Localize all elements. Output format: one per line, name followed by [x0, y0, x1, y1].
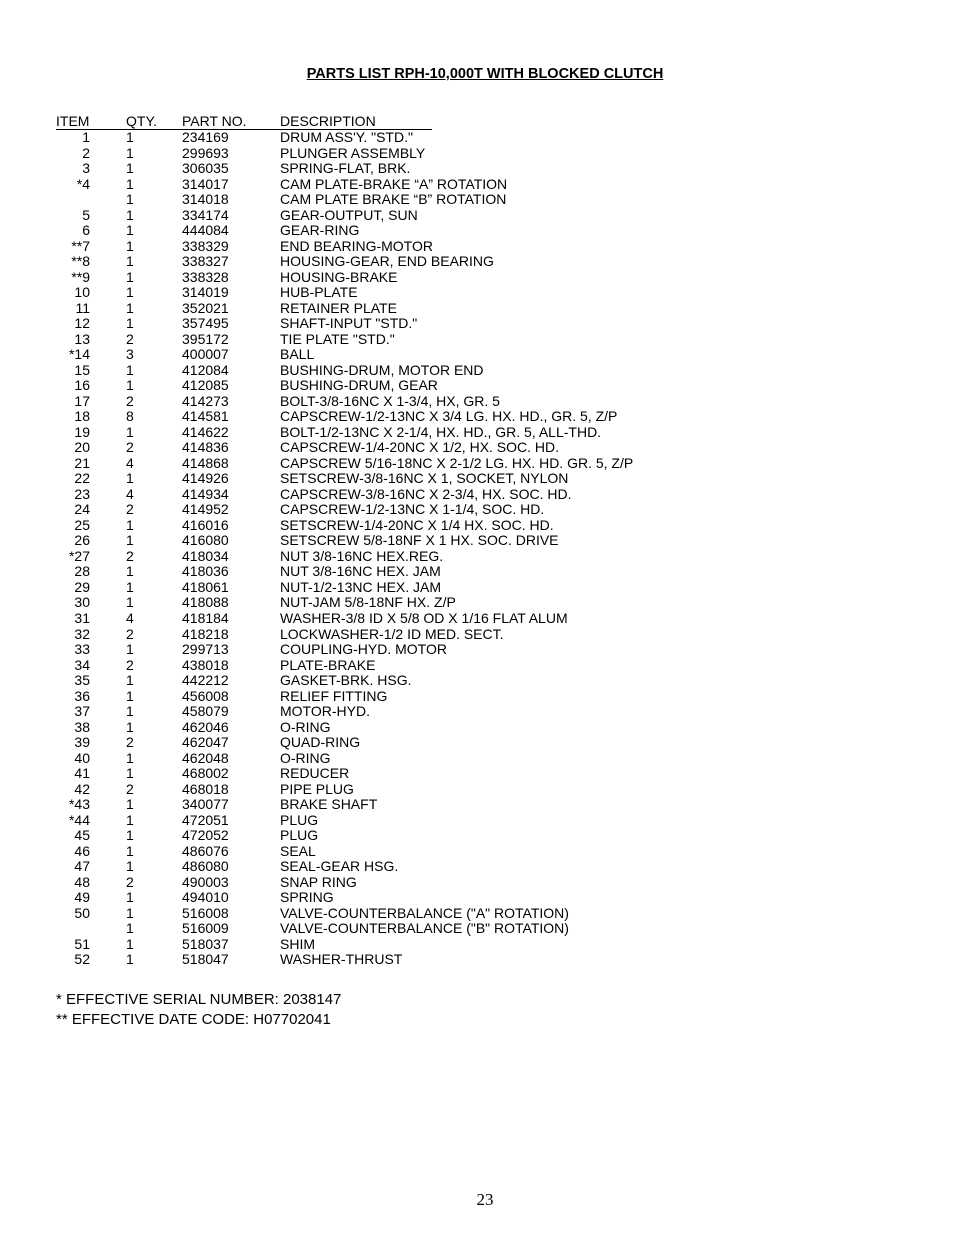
table-row [56, 409, 756, 425]
qty-cell: 1 [126, 160, 134, 177]
item-cell: *44 [68, 811, 90, 828]
table-row [56, 921, 756, 937]
table-row [56, 332, 756, 348]
table-row [56, 890, 756, 906]
part-no-cell: 414934 [182, 485, 229, 502]
item-cell: *43 [68, 796, 90, 813]
qty-cell: 1 [126, 920, 134, 937]
part-no-cell: 418036 [182, 563, 229, 580]
description-cell: PLUNGER ASSEMBLY [280, 144, 426, 161]
description-cell: GEAR-OUTPUT, SUN [280, 206, 418, 223]
table-row [56, 906, 756, 922]
header-qty: QTY. [126, 114, 182, 130]
part-no-cell: 314018 [182, 191, 229, 208]
qty-cell: 2 [126, 501, 134, 518]
part-no-cell: 418061 [182, 578, 229, 595]
table-row [56, 177, 756, 193]
qty-cell: 1 [126, 470, 134, 487]
item-cell: 49 [74, 889, 90, 906]
table-row [56, 301, 756, 317]
table-row [56, 658, 756, 674]
part-no-cell: 412085 [182, 377, 229, 394]
qty-cell: 1 [126, 175, 134, 192]
item-cell: 47 [74, 858, 90, 875]
qty-cell: 1 [126, 222, 134, 239]
item-cell: 10 [74, 284, 90, 301]
qty-cell: 1 [126, 237, 134, 254]
description-cell: NUT 3/8-16NC HEX.REG. [280, 547, 444, 564]
item-cell: 50 [74, 904, 90, 921]
part-no-cell: 340077 [182, 796, 229, 813]
qty-cell: 2 [126, 625, 134, 642]
parts-table [56, 130, 756, 968]
description-cell: BALL [280, 346, 315, 363]
part-no-cell: 414926 [182, 470, 229, 487]
table-row [56, 720, 756, 736]
item-cell: *4 [76, 175, 90, 192]
description-cell: CAM PLATE-BRAKE “A” ROTATION [280, 175, 508, 192]
part-no-cell: 494010 [182, 889, 229, 906]
description-cell: WASHER-3/8 ID X 5/8 OD X 1/16 FLAT ALUM [280, 609, 568, 626]
description-cell: PLATE-BRAKE [280, 656, 376, 673]
description-cell: TIE PLATE "STD." [280, 330, 395, 347]
qty-cell: 1 [126, 889, 134, 906]
part-no-cell: 234169 [182, 129, 229, 145]
description-cell: O-RING [280, 718, 331, 735]
qty-cell: 1 [126, 377, 134, 394]
description-cell: CAPSCREW-1/2-13NC X 1-1/4, SOC. HD. [280, 501, 545, 518]
qty-cell: 2 [126, 439, 134, 456]
table-row [56, 471, 756, 487]
table-row [56, 208, 756, 224]
description-cell: END BEARING-MOTOR [280, 237, 433, 254]
description-cell: BOLT-1/2-13NC X 2-1/4, HX. HD., GR. 5, ALL-THD. [280, 423, 602, 440]
part-no-cell: 412084 [182, 361, 229, 378]
item-cell: 30 [74, 594, 90, 611]
item-cell: 5 [82, 206, 90, 223]
qty-cell: 1 [126, 672, 134, 689]
description-cell: BUSHING-DRUM, MOTOR END [280, 361, 484, 378]
header-description: DESCRIPTION [280, 114, 432, 130]
qty-cell: 1 [126, 191, 134, 208]
description-cell: HOUSING-GEAR, END BEARING [280, 253, 494, 270]
table-row [56, 751, 756, 767]
footnote-date-code: ** EFFECTIVE DATE CODE: H07702041 [56, 1010, 331, 1028]
description-cell: PIPE PLUG [280, 780, 354, 797]
table-row [56, 704, 756, 720]
description-cell: SETSCREW-3/8-16NC X 1, SOCKET, NYLON [280, 470, 569, 487]
qty-cell: 1 [126, 858, 134, 875]
item-cell: 12 [74, 315, 90, 332]
item-cell: 36 [74, 687, 90, 704]
table-row [56, 844, 756, 860]
qty-cell: 1 [126, 315, 134, 332]
table-row [56, 394, 756, 410]
qty-cell: 1 [126, 144, 134, 161]
description-cell: CAPSCREW-1/2-13NC X 3/4 LG. HX. HD., GR. 5, Z/P [280, 408, 618, 425]
table-row [56, 270, 756, 286]
qty-cell: 1 [126, 253, 134, 270]
table-row [56, 937, 756, 953]
qty-cell: 1 [126, 268, 134, 285]
item-cell: 21 [74, 454, 90, 471]
qty-cell: 1 [126, 563, 134, 580]
description-cell: PLUG [280, 811, 319, 828]
part-no-cell: 486076 [182, 842, 229, 859]
item-cell: 37 [74, 703, 90, 720]
header-part-no: PART NO. [182, 114, 280, 130]
table-row [56, 363, 756, 379]
description-cell: GASKET-BRK. HSG. [280, 672, 412, 689]
qty-cell: 1 [126, 765, 134, 782]
description-cell: SPRING-FLAT, BRK. [280, 160, 411, 177]
description-cell: HOUSING-BRAKE [280, 268, 398, 285]
description-cell: REDUCER [280, 765, 350, 782]
table-row [56, 564, 756, 580]
part-no-cell: 462046 [182, 718, 229, 735]
part-no-cell: 462048 [182, 749, 229, 766]
part-no-cell: 518037 [182, 935, 229, 952]
item-cell: 34 [74, 656, 90, 673]
part-no-cell: 414952 [182, 501, 229, 518]
table-row [56, 627, 756, 643]
part-no-cell: 400007 [182, 346, 229, 363]
table-row [56, 316, 756, 332]
part-no-cell: 314019 [182, 284, 229, 301]
qty-cell: 1 [126, 718, 134, 735]
qty-cell: 1 [126, 361, 134, 378]
footnotes [56, 990, 341, 1029]
qty-cell: 1 [126, 827, 134, 844]
part-no-cell: 334174 [182, 206, 229, 223]
qty-cell: 2 [126, 547, 134, 564]
description-cell: PLUG [280, 827, 319, 844]
part-no-cell: 444084 [182, 222, 229, 239]
item-cell: 11 [75, 299, 90, 316]
footnote-serial: * EFFECTIVE SERIAL NUMBER: 2038147 [56, 991, 342, 1008]
part-no-cell: 418184 [182, 609, 229, 626]
qty-cell: 1 [126, 129, 134, 145]
qty-cell: 4 [126, 454, 134, 471]
qty-cell: 1 [126, 594, 134, 611]
qty-cell: 2 [126, 392, 134, 409]
qty-cell: 8 [126, 408, 134, 425]
qty-cell: 1 [126, 423, 134, 440]
part-no-cell: 299713 [182, 641, 229, 658]
table-row [56, 549, 756, 565]
part-no-cell: 468002 [182, 765, 229, 782]
part-no-cell: 490003 [182, 873, 229, 890]
table-row [56, 828, 756, 844]
item-cell: 38 [74, 718, 90, 735]
part-no-cell: 416080 [182, 532, 229, 549]
part-no-cell: 516009 [182, 920, 229, 937]
qty-cell: 1 [126, 206, 134, 223]
header-item: ITEM [56, 114, 126, 130]
item-cell: 19 [74, 423, 90, 440]
item-cell: 45 [74, 827, 90, 844]
part-no-cell: 306035 [182, 160, 229, 177]
item-cell: 29 [74, 578, 90, 595]
item-cell: *14 [68, 346, 90, 363]
qty-cell: 2 [126, 734, 134, 751]
description-cell: CAM PLATE BRAKE “B” ROTATION [280, 191, 507, 208]
table-row [56, 223, 756, 239]
description-cell: SPRING [280, 889, 334, 906]
item-cell: **8 [71, 253, 90, 270]
item-cell: 2 [82, 144, 90, 161]
item-cell: 23 [74, 485, 90, 502]
item-cell: 48 [74, 873, 90, 890]
table-row [56, 192, 756, 208]
table-row [56, 518, 756, 534]
item-cell: 40 [74, 749, 90, 766]
item-cell: 17 [74, 392, 90, 409]
part-no-cell: 414622 [182, 423, 229, 440]
item-cell: 51 [74, 935, 90, 952]
description-cell: HUB-PLATE [280, 284, 358, 301]
qty-cell: 1 [126, 935, 134, 952]
description-cell: NUT-JAM 5/8-18NF HX. Z/P [280, 594, 456, 611]
table-row [56, 254, 756, 270]
description-cell: SEAL [280, 842, 316, 859]
qty-cell: 1 [126, 284, 134, 301]
description-cell: BRAKE SHAFT [280, 796, 378, 813]
item-cell: 33 [74, 641, 90, 658]
part-no-cell: 468018 [182, 780, 229, 797]
qty-cell: 2 [126, 656, 134, 673]
table-row [56, 440, 756, 456]
part-no-cell: 438018 [182, 656, 229, 673]
table-row [56, 239, 756, 255]
qty-cell: 1 [126, 951, 134, 968]
description-cell: SHIM [280, 935, 315, 952]
part-no-cell: 418034 [182, 547, 229, 564]
description-cell: RELIEF FITTING [280, 687, 388, 704]
part-no-cell: 414836 [182, 439, 229, 456]
description-cell: SETSCREW 5/8-18NF X 1 HX. SOC. DRIVE [280, 532, 559, 549]
description-cell: NUT 3/8-16NC HEX. JAM [280, 563, 441, 580]
item-cell: 22 [74, 470, 90, 487]
table-row [56, 425, 756, 441]
description-cell: GEAR-RING [280, 222, 360, 239]
part-no-cell: 456008 [182, 687, 229, 704]
table-row [56, 146, 756, 162]
table-row [56, 782, 756, 798]
item-cell: 31 [74, 609, 90, 626]
table-row [56, 161, 756, 177]
table-row [56, 875, 756, 891]
part-no-cell: 416016 [182, 516, 229, 533]
item-cell: 1 [82, 129, 90, 145]
qty-cell: 1 [126, 687, 134, 704]
part-no-cell: 458079 [182, 703, 229, 720]
table-row [56, 611, 756, 627]
table-row [56, 378, 756, 394]
description-cell: CAPSCREW-3/8-16NC X 2-3/4, HX. SOC. HD. [280, 485, 572, 502]
qty-cell: 1 [126, 811, 134, 828]
item-cell: 16 [74, 377, 90, 394]
part-no-cell: 518047 [182, 951, 229, 968]
part-no-cell: 472052 [182, 827, 229, 844]
qty-cell: 2 [126, 873, 134, 890]
part-no-cell: 338328 [182, 268, 229, 285]
part-no-cell: 338329 [182, 237, 229, 254]
item-cell: 6 [82, 222, 90, 239]
description-cell: O-RING [280, 749, 331, 766]
item-cell: **7 [71, 237, 90, 254]
description-cell: VALVE-COUNTERBALANCE ("B" ROTATION) [280, 920, 569, 937]
table-row [56, 859, 756, 875]
description-cell: CAPSCREW-1/4-20NC X 1/2, HX. SOC. HD. [280, 439, 560, 456]
page-number: 23 [476, 1190, 494, 1209]
part-no-cell: 357495 [182, 315, 229, 332]
description-cell: DRUM ASS'Y. "STD." [280, 129, 413, 145]
item-cell: 24 [74, 501, 90, 518]
part-no-cell: 299693 [182, 144, 229, 161]
description-cell: WASHER-THRUST [280, 951, 403, 968]
description-cell: SHAFT-INPUT "STD." [280, 315, 418, 332]
qty-cell: 1 [126, 516, 134, 533]
item-cell: 41 [74, 765, 90, 782]
qty-cell: 4 [126, 485, 134, 502]
description-cell: RETAINER PLATE [280, 299, 397, 316]
item-cell: *27 [68, 547, 90, 564]
part-no-cell: 418088 [182, 594, 229, 611]
table-row [56, 595, 756, 611]
part-no-cell: 486080 [182, 858, 229, 875]
table-row [56, 952, 756, 968]
part-no-cell: 352021 [182, 299, 229, 316]
qty-cell: 1 [126, 749, 134, 766]
qty-cell: 1 [126, 299, 134, 316]
item-cell: 18 [74, 408, 90, 425]
table-row [56, 533, 756, 549]
qty-cell: 1 [126, 641, 134, 658]
qty-cell: 1 [126, 703, 134, 720]
part-no-cell: 338327 [182, 253, 229, 270]
table-row [56, 285, 756, 301]
part-no-cell: 414273 [182, 392, 229, 409]
description-cell: COUPLING-HYD. MOTOR [280, 641, 447, 658]
page-title: PARTS LIST RPH-10,000T WITH BLOCKED CLUTCH [306, 66, 664, 82]
table-row [56, 797, 756, 813]
table-row [56, 813, 756, 829]
description-cell: SEAL-GEAR HSG. [280, 858, 399, 875]
item-cell: 13 [74, 330, 90, 347]
description-cell: SETSCREW-1/4-20NC X 1/4 HX. SOC. HD. [280, 516, 554, 533]
part-no-cell: 414581 [182, 408, 229, 425]
item-cell: 35 [74, 672, 90, 689]
item-cell: 28 [74, 563, 90, 580]
qty-cell: 2 [126, 330, 134, 347]
table-row [56, 487, 756, 503]
item-cell: 15 [74, 361, 90, 378]
qty-cell: 1 [126, 796, 134, 813]
part-no-cell: 472051 [182, 811, 229, 828]
qty-cell: 2 [126, 780, 134, 797]
table-row [56, 347, 756, 363]
part-no-cell: 418218 [182, 625, 229, 642]
table-row [56, 502, 756, 518]
description-cell: SNAP RING [280, 873, 357, 890]
item-cell: 20 [74, 439, 90, 456]
part-no-cell: 442212 [182, 672, 229, 689]
table-row [56, 673, 756, 689]
table-row [56, 580, 756, 596]
item-cell: 3 [82, 160, 90, 177]
item-cell: **9 [71, 268, 90, 285]
item-cell: 46 [74, 842, 90, 859]
item-cell: 52 [74, 951, 90, 968]
table-row [56, 642, 756, 658]
item-cell: 26 [74, 532, 90, 549]
part-no-cell: 462047 [182, 734, 229, 751]
qty-cell: 3 [126, 346, 134, 363]
item-cell: 25 [74, 516, 90, 533]
description-cell: QUAD-RING [280, 734, 361, 751]
qty-cell: 1 [126, 578, 134, 595]
part-no-cell: 395172 [182, 330, 229, 347]
part-no-cell: 516008 [182, 904, 229, 921]
table-row [56, 766, 756, 782]
qty-cell: 1 [126, 842, 134, 859]
part-no-cell: 314017 [182, 175, 229, 192]
description-cell: BOLT-3/8-16NC X 1-3/4, HX, GR. 5 [280, 392, 500, 409]
description-cell: CAPSCREW 5/16-18NC X 2-1/2 LG. HX. HD. GR. 5, Z/P [280, 454, 634, 471]
item-cell: 39 [74, 734, 90, 751]
description-cell: VALVE-COUNTERBALANCE ("A" ROTATION) [280, 904, 569, 921]
description-cell: MOTOR-HYD. [280, 703, 370, 720]
table-row [56, 456, 756, 472]
description-cell: NUT-1/2-13NC HEX. JAM [280, 578, 442, 595]
item-cell: 42 [74, 780, 90, 797]
part-no-cell: 414868 [182, 454, 229, 471]
item-cell: 32 [74, 625, 90, 642]
table-row [56, 735, 756, 751]
table-row [56, 689, 756, 705]
qty-cell: 1 [126, 904, 134, 921]
table-header [56, 114, 736, 130]
qty-cell: 1 [126, 532, 134, 549]
description-cell: LOCKWASHER-1/2 ID MED. SECT. [280, 625, 504, 642]
table-row [56, 130, 756, 146]
description-cell: BUSHING-DRUM, GEAR [280, 377, 438, 394]
qty-cell: 4 [126, 609, 134, 626]
